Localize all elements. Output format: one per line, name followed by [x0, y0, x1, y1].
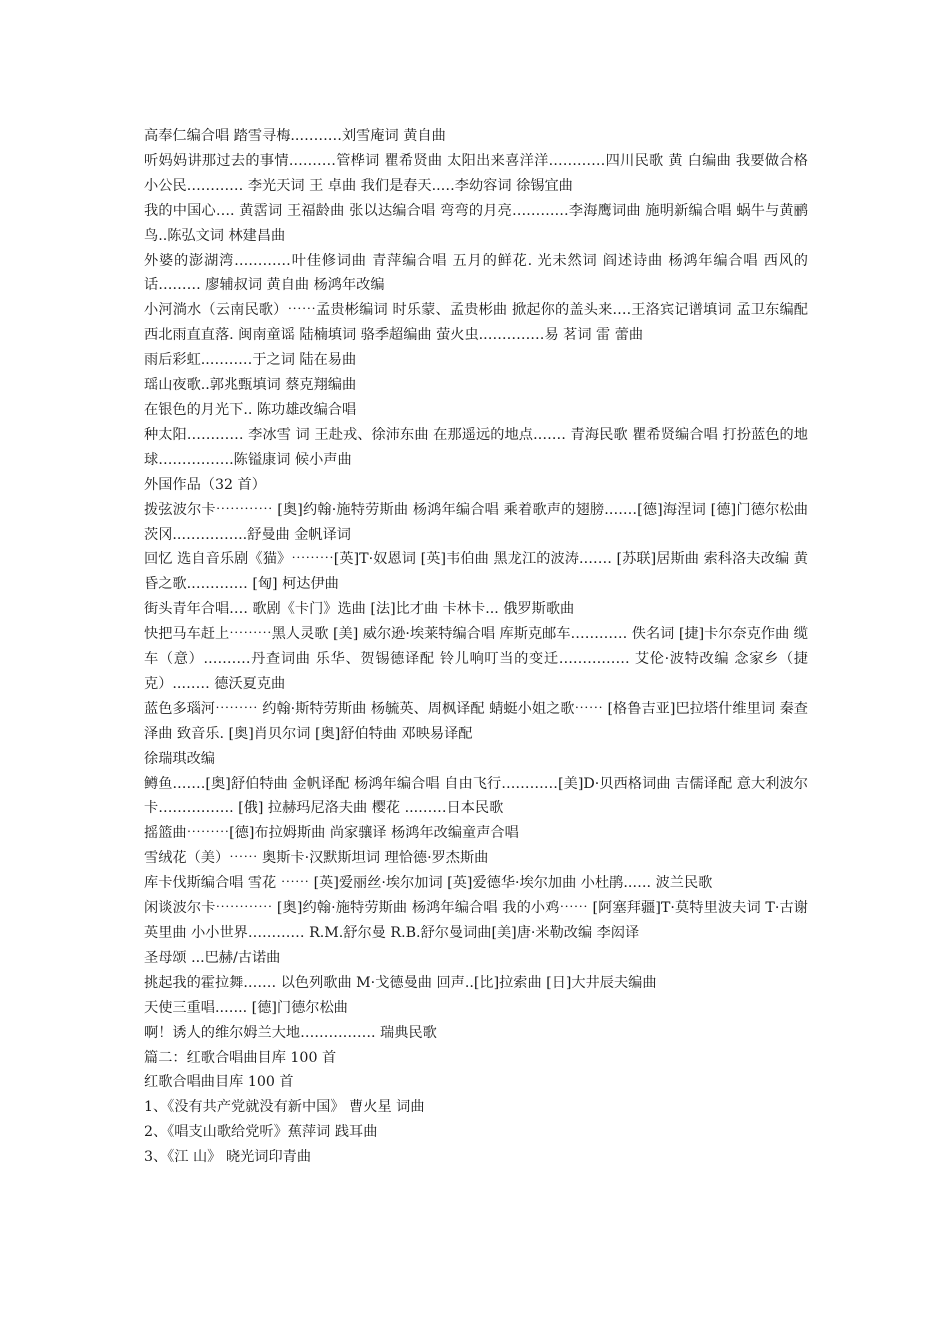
paragraph-9: 种太阳………… 李冰雪 词 王赴戎、徐沛东曲 在那遥远的地点.…… 青海民歌 瞿希贤编合唱 打扮蓝色的地球…………….陈镒康词 候小声曲 — [144, 426, 808, 468]
paragraph-13: 街头青年合唱…. 歌剧《卡门》选曲 [法]比才曲 卡林卡... 俄罗斯歌曲 — [144, 601, 575, 618]
paragraph-17: 鳟鱼.……[奥]舒伯特曲 金帆译配 杨鸿年编合唱 自由飞行…………[美]D·贝西格词曲 吉儒译配 意大利波尔卡……………. [俄] 拉赫玛尼洛夫曲 樱花 ...……日本民歌 — [144, 775, 808, 817]
paragraph-3: 我的中国心…. 黄霑词 王福龄曲 张以达编合唱 弯弯的月亮…………李海鹰词曲 施明新编合唱 蜗牛与黄鹂鸟..陈弘文词 林建昌曲 — [144, 202, 808, 244]
paragraph-22: 圣母颂 ...巴赫/古诺曲 — [144, 949, 281, 966]
paragraph-14: 快把马车赶上⋯⋯⋯黑人灵歌 [美] 威尔逊·埃莱特编合唱 库斯克邮车………… 佚名词 [捷]卡尔奈克作曲 缆车（意）.………丹查词曲 乐华、贺锡德译配 铃儿响叮当的变迁…………… 艾伦·波特改编 念家乡（捷克）..…… 德沃夏克曲 — [144, 626, 808, 692]
paragraph-12: 回忆 选自音乐剧《猫》⋯⋯⋯[英]T·奴恩词 [英]韦伯曲 黑龙江的波涛.…… [苏联]居斯曲 索科洛夫改编 黄昏之歌.………… [匈] 柯达伊曲 — [144, 551, 808, 593]
list-item-3: 3、《江 山》 晓光词印青曲 — [144, 1149, 312, 1166]
paragraph-20: 库卡伐斯编合唱 雪花 ⋯⋯ [英]爱丽丝·埃尔加词 [英]爱德华·埃尔加曲 小杜鹃..…. 波兰民歌 — [144, 875, 713, 892]
list-title: 红歌合唱曲目库 100 首 — [144, 1074, 294, 1091]
paragraph-15: 蓝色多瑙河⋯⋯⋯ 约翰·斯特劳斯曲 杨毓英、周枫译配 蜻蜓小姐之歌⋯⋯ [格鲁吉亚]巴拉塔什维里词 秦查泽曲 致音乐. [奥]肖贝尔词 [奥]舒伯特曲 邓映易译配 — [144, 700, 808, 742]
paragraph-6: 雨后彩虹..………于之词 陆在易曲 — [144, 352, 357, 369]
section-heading-foreign: 外国作品（32 首） — [144, 476, 266, 493]
paragraph-5: 小河淌水（云南民歌）⋯⋯孟贵彬编词 时乐蒙、孟贵彬曲 掀起你的盖头来….王洛宾记谱填词 孟卫东编配 西北雨直直落. 闽南童谣 陆楠填词 骆季超编曲 萤火虫..…………易 茗词 雷 蕾曲 — [144, 302, 808, 344]
paragraph-21: 闲谈波尔卡⋯⋯⋯⋯ [奥]约翰·施特劳斯曲 杨鸿年编合唱 我的小鸡⋯⋯ [阿塞拜疆]T·莫特里波夫词 T·古谢英里曲 小小世界………… R.M.舒尔曼 R.B.舒尔曼词曲[美]唐·米勒改编 李闳译 — [144, 900, 808, 941]
paragraph-23: 挑起我的霍拉舞.…… 以色列歌曲 M·戈德曼曲 回声..[比]拉索曲 [日]大井辰夫编曲 — [144, 974, 657, 991]
paragraph-7: 瑶山夜歌..郭兆甄填词 蔡克翔编曲 — [144, 377, 357, 394]
paragraph-11: 拨弦波尔卡⋯⋯⋯⋯ [奥]约翰·施特劳斯曲 杨鸿年编合唱 乘着歌声的翅膀.……[德]海涅词 [德]门德尔松曲 茨冈..…………..舒曼曲 金帆译词 — [144, 501, 808, 543]
paragraph-4: 外婆的澎湖湾…………叶佳修词曲 青萍编合唱 五月的鲜花. 光未然词 阎述诗曲 杨鸿年编合唱 西风的话……… 廖辅叔词 黄自曲 杨鸿年改编 — [144, 252, 808, 294]
list-item-1: 1、《没有共产党就没有新中国》 曹火星 词曲 — [144, 1099, 425, 1116]
paragraph-1: 高奉仁编合唱 踏雪寻梅..………刘雪庵词 黄自曲 — [144, 128, 446, 144]
section-heading-part2: 篇二：红歌合唱曲目库 100 首 — [144, 1049, 337, 1066]
paragraph-8: 在银色的月光下.. 陈功雄改编合唱 — [144, 401, 357, 418]
paragraph-19: 雪绒花（美）⋯⋯ 奥斯卡·汉默斯坦词 理恰德·罗杰斯曲 — [144, 850, 489, 867]
paragraph-18: 摇篮曲⋯⋯⋯[德]布拉姆斯曲 尚家骧译 杨鸿年改编童声合唱 — [144, 825, 519, 842]
paragraph-25: 啊！诱人的维尔姆兰大地……………. 瑞典民歌 — [144, 1024, 437, 1041]
document-page — [144, 124, 808, 1170]
paragraph-24: 天使三重唱..….. [德]门德尔松曲 — [144, 999, 348, 1016]
paragraph-16: 徐瑞琪改编 — [144, 750, 215, 767]
paragraph-2: 听妈妈讲那过去的事情.………管桦词 瞿希贤曲 太阳出来喜洋洋…………四川民歌 黄 白编曲 我要做合格小公民………… 李光天词 王 卓曲 我们是春天..…李幼容词 徐锡宜曲 — [144, 152, 808, 194]
list-item-2: 2、《唱支山歌给党听》蕉萍词 践耳曲 — [144, 1124, 378, 1141]
